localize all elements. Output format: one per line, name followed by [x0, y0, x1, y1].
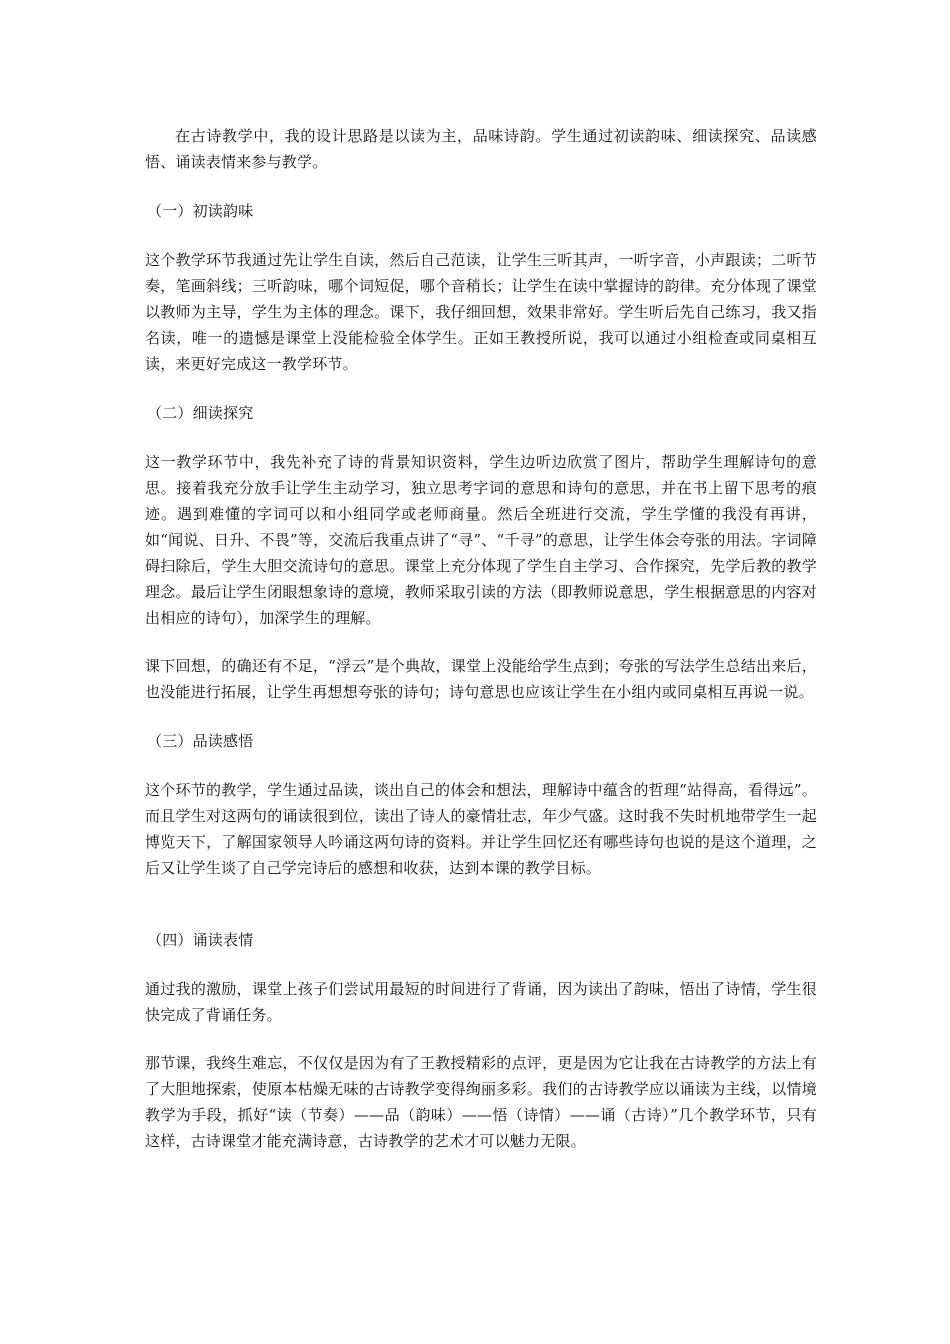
section-4-paragraph-2: 那节课，我终生难忘，不仅仅是因为有了王教授精彩的点评，更是因为它让我在古诗教学的方法上有了大胆地探索，使原本枯燥无味的古诗教学变得绚丽多彩。我们的古诗教学应以诵读为主线，以情境教学为手段，抓好“读（节奏）——品（韵味）——悟（诗情）——诵（古诗）”几个教学环节，只有这样，古诗课堂才能充满诗意，古诗教学的艺术才可以魅力无限。: [145, 1054, 817, 1150]
section-heading-4: （四）诵读表情: [147, 931, 254, 949]
section-heading-1: （一）初读韵味: [147, 202, 254, 220]
section-1-paragraph-1: 这个教学环节我通过先让学生自读，然后自己范读，让学生三听其声，一听字音，小声跟读；二听节奏，笔画斜线；三听韵味，哪个词短促，哪个音稍长；让学生在读中掌握诗的韵律。充分体现了课堂以教师为主导，学生为主体的理念。课下，我仔细回想，效果非常好。学生听后先自己练习，我又指名读，唯一的遗憾是课堂上没能检验全体学生。正如王教授所说，我可以通过小组检查或同桌相互读，来更好完成这一教学环节。: [145, 251, 817, 373]
section-2-paragraph-2: 课下回想，的确还有不足，“浮云”是个典故，课堂上没能给学生点到；夸张的写法学生总结出来后，也没能进行拓展，让学生再想想夸张的诗句；诗句意思也应该让学生在小组内或同桌相互再说一说。: [145, 657, 817, 701]
section-2-paragraph-1: 这一教学环节中，我先补充了诗的背景知识资料，学生边听边欣赏了图片，帮助学生理解诗句的意思。接着我充分放手让学生主动学习，独立思考字词的意思和诗句的意思，并在书上留下思考的痕迹。遇到难懂的字词可以和小组同学或老师商量。然后全班进行交流，学生学懂的我没有再讲，如“闻说、日升、不畏”等，交流后我重点讲了“寻”、“千寻”的意思，让学生体会夸张的用法。字词障碍扫除后，学生大胆交流诗句的意思。课堂上充分体现了学生自主学习、合作探究，先学后教的教学理念。最后让学生闭眼想象诗的意境，教师采取引读的方法（即教师说意思，学生根据意思的内容对出相应的诗句），加深学生的理解。: [145, 453, 817, 627]
document-page: [145, 123, 817, 1154]
section-heading-2: （二）细读探究: [147, 404, 254, 422]
section-heading-3: （三）品读感悟: [147, 732, 254, 750]
intro-paragraph: 在古诗教学中，我的设计思路是以读为主，品味诗韵。学生通过初读韵味、细读探究、品读感悟、诵读表情来参与教学。: [145, 127, 817, 171]
section-4-paragraph-1: 通过我的激励，课堂上孩子们尝试用最短的时间进行了背诵，因为读出了韵味，悟出了诗情，学生很快完成了背诵任务。: [145, 980, 817, 1024]
section-3-paragraph-1: 这个环节的教学，学生通过品读，谈出自己的体会和想法，理解诗中蕴含的哲理“站得高，看得远”。而且学生对这两句的诵读很到位，读出了诗人的豪情壮志，年少气盛。这时我不失时机地带学生一起博览天下，了解国家领导人吟诵这两句诗的资料。并让学生回忆还有哪些诗句也说的是这个道理，之后又让学生谈了自己学完诗后的感想和收获，达到本课的教学目标。: [145, 781, 817, 877]
